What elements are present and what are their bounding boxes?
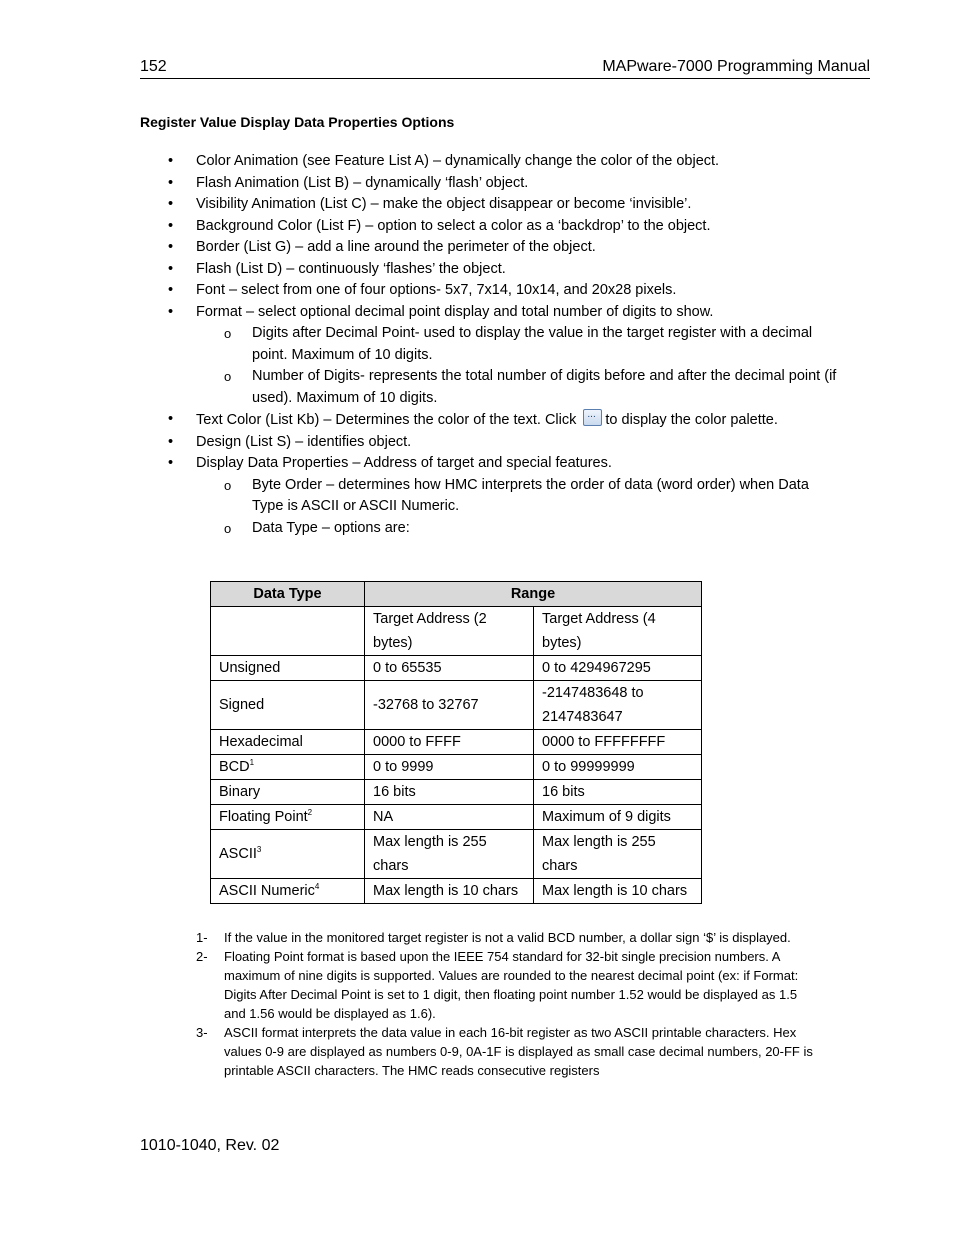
bullet: • <box>168 260 174 277</box>
table-row: Floating Point$^2$ NA Maximum of 9 digits <box>211 805 702 830</box>
bullet: • <box>168 433 174 450</box>
header-range: Range <box>365 582 702 607</box>
list-item: • Background Color (List F) – option to select a color as a ‘backdrop’ to the object. <box>140 216 840 238</box>
sub-list-item: o Digits after Decimal Point- used to display the value in the target register with a decimal point. Maximum of 10 digits. <box>224 325 813 363</box>
list-item: • Color Animation (see Feature List A) – dynamically change the color of the object. <box>140 151 840 173</box>
palette-button-icon <box>583 409 602 426</box>
bullet: • <box>168 196 174 212</box>
table-header-row <box>211 582 702 607</box>
sub-list-item: o Data Type – options are: <box>140 518 840 540</box>
bullet: • <box>168 217 174 234</box>
list-item: • Flash (List D) – continuously ‘flashes’ the object. <box>140 259 840 281</box>
subheader-4-bytes: Target Address (4 bytes) <box>534 607 702 656</box>
bullet: • <box>168 411 174 427</box>
table-row: ASCII$^3$ Max length is 255 chars Max length is 255 chars <box>211 830 702 879</box>
bullet: • <box>168 455 174 471</box>
bullet: • <box>168 239 174 255</box>
list-item: • Visibility Animation (List C) – make the object disappear or become ‘invisible’. <box>140 194 840 216</box>
sub-list-item: o Number of Digits- represents the total number of digits before and after the decimal point (if used). Maximum of 10 digits. <box>224 368 837 406</box>
list-item: • Flash Animation (List B) – dynamically ‘flash’ object. <box>140 173 840 195</box>
sub-bullet: o <box>224 520 232 536</box>
bullet: • <box>168 174 174 191</box>
data-type-table <box>210 581 702 904</box>
list-item: • Text Color (List Kb) – Determines the color of the text. Click ... to display the color palette. <box>140 409 840 432</box>
header-data-type: Data Type <box>211 582 365 607</box>
sub-bullet: o <box>224 369 232 384</box>
page-number: 152 <box>140 58 167 75</box>
subheader-empty <box>211 607 365 656</box>
table-row: Hexadecimal 0000 to FFFF 0000 to FFFFFFFF <box>211 730 702 755</box>
bullet: • <box>168 153 174 169</box>
list-item: • Display Data Properties – Address of target and special features. <box>140 453 840 475</box>
table-row: Binary 16 bits 16 bits <box>211 780 702 805</box>
manual-title: MAPware-7000 Programming Manual <box>602 58 870 75</box>
page-footer: 1010-1040, Rev. 02 <box>140 1137 280 1154</box>
bullet: • <box>168 282 174 298</box>
sub-bullet: o <box>224 326 232 341</box>
subheader-2-bytes: Target Address (2 bytes) <box>365 607 534 656</box>
footnotes <box>196 928 816 1080</box>
table-row: Signed -32768 to 32767 -2147483648 to 2147483647 <box>211 681 702 730</box>
footnote: 2- Floating Point format is based upon the IEEE 754 standard for 32-bit single precision numbers. A maximum of nine digits is supported. Values are rounded to the nearest decimal point (ex: if Format: Digits After Decimal Point is set to 1 digit, then floating point number 1.52 would be displayed as 1.5 and 1.56 would be displayed as 1.6). <box>196 949 799 1021</box>
section-title: Register Value Display Data Properties Options <box>140 114 455 130</box>
table-row: ASCII Numeric$^4$ Max length is 10 chars Max length is 10 chars <box>211 879 702 904</box>
options-list <box>140 151 840 539</box>
table-row: BCD$^1$ 0 to 9999 0 to 99999999 <box>211 755 702 780</box>
bullet: • <box>168 303 174 320</box>
table-row: Unsigned 0 to 65535 0 to 4294967295 <box>211 656 702 681</box>
list-item: • Format – select optional decimal point display and total number of digits to show. <box>140 302 840 324</box>
sub-bullet: o <box>224 477 232 493</box>
list-item: • Design (List S) – identifies object. <box>140 432 840 454</box>
table-subheader-row <box>211 607 702 656</box>
page-header <box>140 56 870 79</box>
sub-list-item: o Byte Order – determines how HMC interprets the order of data (word order) when Data Type is ASCII or ASCII Numeric. <box>224 476 809 514</box>
list-item: • Border (List G) – add a line around the perimeter of the object. <box>140 237 840 259</box>
list-item: • Font – select from one of four options- 5x7, 7x14, 10x14, and 20x28 pixels. <box>140 280 840 302</box>
footnote: 3- ASCII format interprets the data value in each 16-bit register as two ASCII printable characters. Hex values 0-9 are displayed as numbers 0-9, 0A-1F is displayed as small case decimal numbers, 20-FF is printable ASCII characters. The HMC reads consecutive registers <box>196 1025 813 1078</box>
footnote: 1- If the value in the monitored target register is not a valid BCD number, a dollar sign ‘$’ is displayed. <box>196 930 791 945</box>
